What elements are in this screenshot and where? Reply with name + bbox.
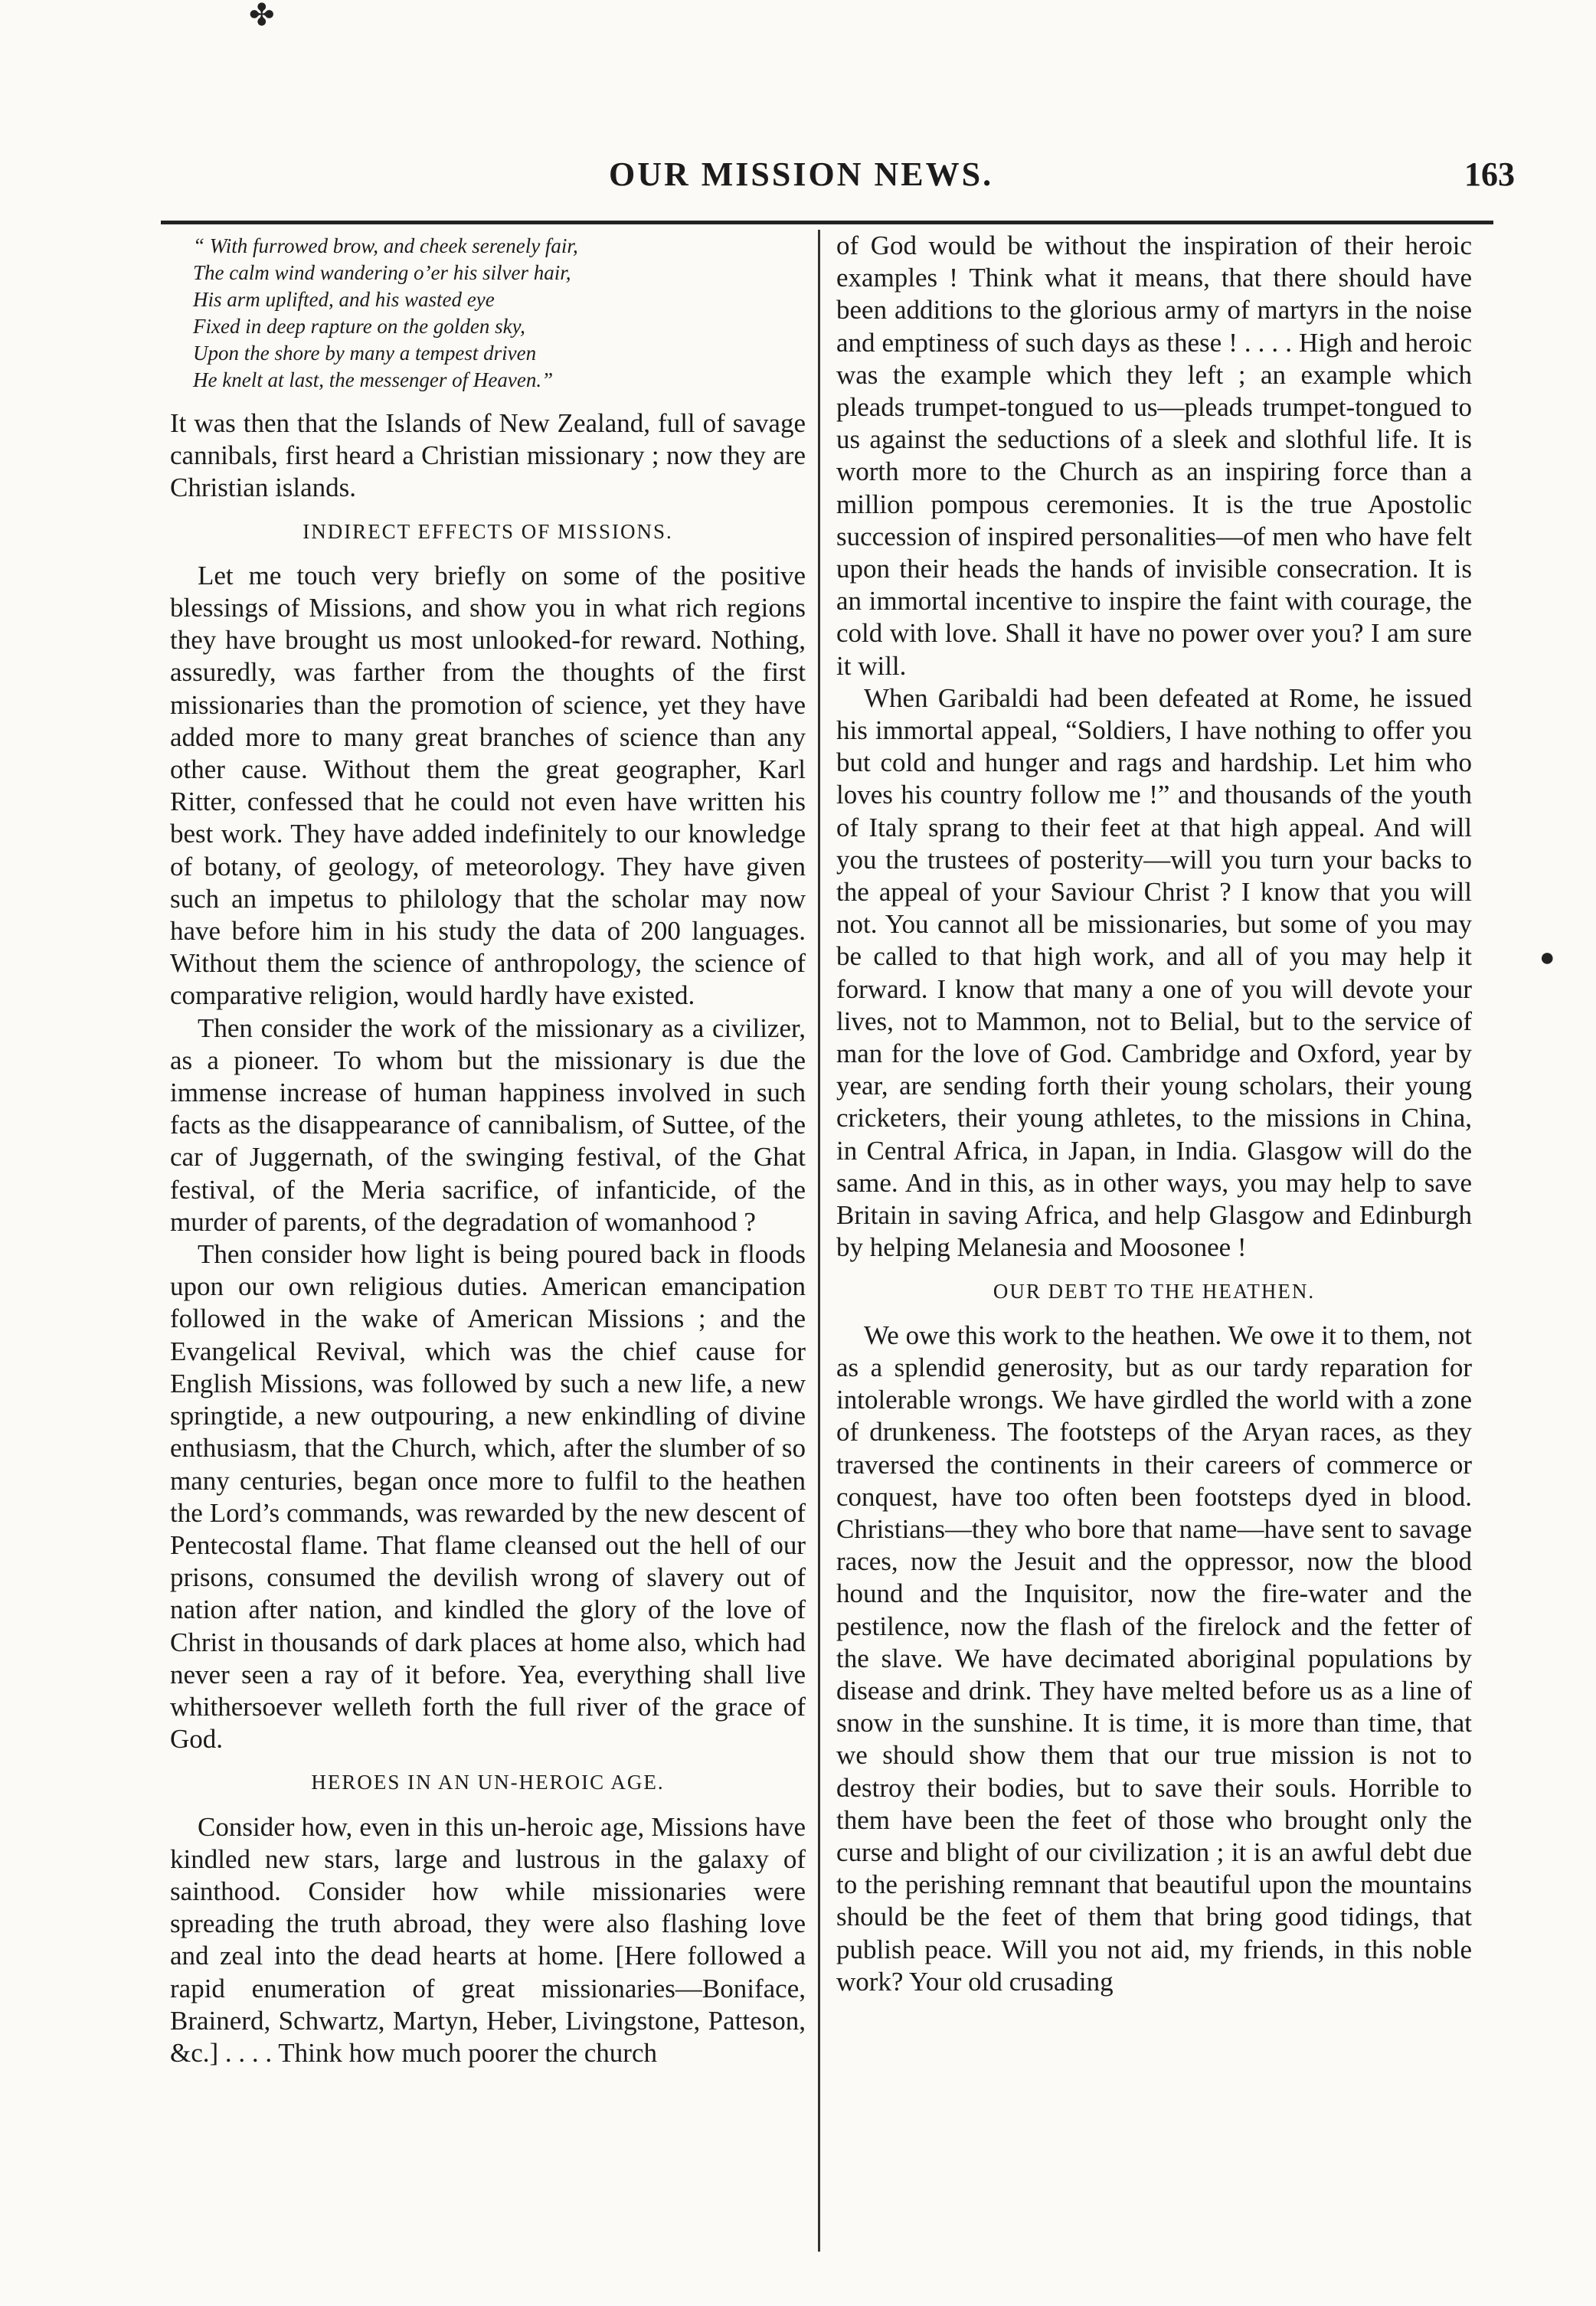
verse-line: “ With furrowed brow, and cheek serenely fair, xyxy=(193,234,578,257)
header-rule xyxy=(161,221,1493,224)
verse-line: He knelt at last, the messenger of Heaven.” xyxy=(193,368,554,391)
page-smudge: ● xyxy=(1539,944,1555,972)
paragraph-heroic-examples: of God would be without the inspiration of their heroic examples ! Think what it means, that there should have been additions to the glorious army of martyrs in the noise and emptiness of such days as these ! . . . . High and heroic was the example which they left ; an example which pleads trumpet-tongued to us—pleads trumpet-tongued to us against the seductions of a sleek and slothful life. It is worth more to the Church as an inspiring force than a million pompous ceremonies. It is the true Apostolic succession of inspired personalities—of men who have felt upon their heads the hands of invisible consecration. It is an immortal incentive to inspire the faint with courage, the cold with love. Shall it have no power over you? I am sure it will. xyxy=(836,231,1472,681)
verse-line: The calm wind wandering o’er his silver hair, xyxy=(193,261,571,284)
verse-quote xyxy=(193,233,806,394)
left-column xyxy=(170,230,806,2069)
verse-line: His arm uplifted, and his wasted eye xyxy=(193,288,495,311)
section-heading-heroes: HEROES IN AN UN-HEROIC AGE. xyxy=(311,1771,665,1794)
right-column xyxy=(836,230,1472,1998)
page-number: 163 xyxy=(1464,155,1515,193)
paragraph-positive-blessings: Let me touch very briefly on some of the positive blessings of Missions, and show you in what rich regions they have brought us most unlooked-for reward. Nothing, assuredly, was farther from the thoughts of the first missionaries than the promotion of science, yet they have added more to many great branches of science than any other cause. Without them the great geographer, Karl Ritter, confessed that he could not even have written his best work. They have added indefinitely to our knowledge of botany, of geology, of meteorology. They have given such an impetus to philology that the scholar may now have before him in his study the data of 200 languages. Without them the science of anthropology, the science of comparative religion, would hardly have existed. xyxy=(170,560,806,1011)
paragraph-new-zealand: It was then that the Islands of New Zealand, full of savage cannibals, first heard a Christian missionary ; now they are Christian islands. xyxy=(170,408,806,503)
verse-line: Upon the shore by many a tempest driven xyxy=(193,342,537,365)
section-heading-debt: OUR DEBT TO THE HEATHEN. xyxy=(993,1279,1316,1303)
verse-line: Fixed in deep rapture on the golden sky, xyxy=(193,315,525,338)
page-header xyxy=(0,146,1596,214)
paragraph-un-heroic-age: Consider how, even in this un-heroic age, Missions have kindled new stars, large and lustrous in the galaxy of sainthood. Consider how while missionaries were spreading the truth abroad, they were also flashing love and zeal into the dead hearts at home. [Here followed a rapid enumeration of great missionaries—Boniface, Brainerd, Schwartz, Martyn, Heber, Livingstone, Patteson, &c.] . . . . Think how much poorer the church xyxy=(170,1811,806,2068)
paragraph-civilizer: Then consider the work of the missionary as a civilizer, as a pioneer. To whom but the missionary is due the immense increase of human happiness involved in such facts as the disappearance of cannibalism, of Suttee, of the car of Juggernath, of the swinging festival, of the Ghat festival, of the Meria sacrifice, of infanticide, of the murder of parents, of the degradation of womanhood ? xyxy=(170,1012,806,1237)
column-divider xyxy=(818,230,820,2252)
ink-mark: ✤ xyxy=(249,0,275,32)
running-title: OUR MISSION NEWS. xyxy=(609,155,994,193)
paragraph-debt-to-heathen: We owe this work to the heathen. We owe it to them, not as a splendid generosity, but as our tardy reparation for intolerable wrongs. We have girdled the world with a zone of drunkeness. The footsteps of the Aryan races, as they traversed the continents in their careers of commerce or conquest, have too often been footsteps dyed in blood. Christians—they who bore that name—have sent to savage races, now the Jesuit and the oppressor, now the blood hound and the Inquisitor, now the fire-water and the pestilence, now the flash of the firelock and the fetter of the slave. We have decimated aboriginal populations by disease and drink. They have melted before us as a line of snow in the sunshine. It is time, it is more than time, that we should show them that our true mission is not to destroy their bodies, but to save their souls. Horrible to them have been the feet of those who brought only the curse and blight of our civilization ; it is an awful debt due to the perishing remnant that beautiful upon the mountains should be the feet of them that bring good tidings, that publish peace. Will you not aid, my friends, in this noble work? Your old crusading xyxy=(836,1320,1472,1997)
section-heading-indirect-effects: INDIRECT EFFECTS OF MISSIONS. xyxy=(303,519,673,543)
paragraph-light-poured-back: Then consider how light is being poured back in floods upon our own religious duties. American emancipation followed in the wake of American Missions ; and the Evangelical Revival, which was the chief cause for English Missions, was followed by such a new life, a new springtide, a new outpouring, a new enkindling of divine enthusiasm, that the Church, which, after the slumber of so many centuries, began once more to fulfil to the heathen the Lord’s commands, was rewarded by the new descent of Pentecostal flame. That flame cleansed out the hell of our prisons, consumed the devilish wrong of slavery out of nation after nation, and kindled the glory of the love of Christ in thousands of dark places at home also, which had never seen a ray of it before. Yea, everything shall live whithersoever welleth forth the full river of the grace of God. xyxy=(170,1239,806,1755)
paragraph-garibaldi: When Garibaldi had been defeated at Rome, he issued his immortal appeal, “Soldiers, I have nothing to offer you but cold and hunger and rags and hardship. Let him who loves his country follow me !” and thousands of the youth of Italy sprang to their feet at that high appeal. And will you the trustees of posterity—will you turn your backs to the appeal of your Saviour Christ ? I know that you will not. You cannot all be missionaries, but some of you may be called to that high work, and all of you may help it forward. I know that many a one of you will devote your lives, not to Mammon, not to Belial, but to the service of man for the love of God. Cambridge and Oxford, year by year, are sending forth their young scholars, their young cricketers, their young athletes, to the missions in China, in Central Africa, in Japan, in India. Glasgow will do the same. And in this, as in other ways, you may help to save Britain in saving Africa, and help Glasgow and Edinburgh by helping Melanesia and Moosonee ! xyxy=(836,682,1472,1263)
